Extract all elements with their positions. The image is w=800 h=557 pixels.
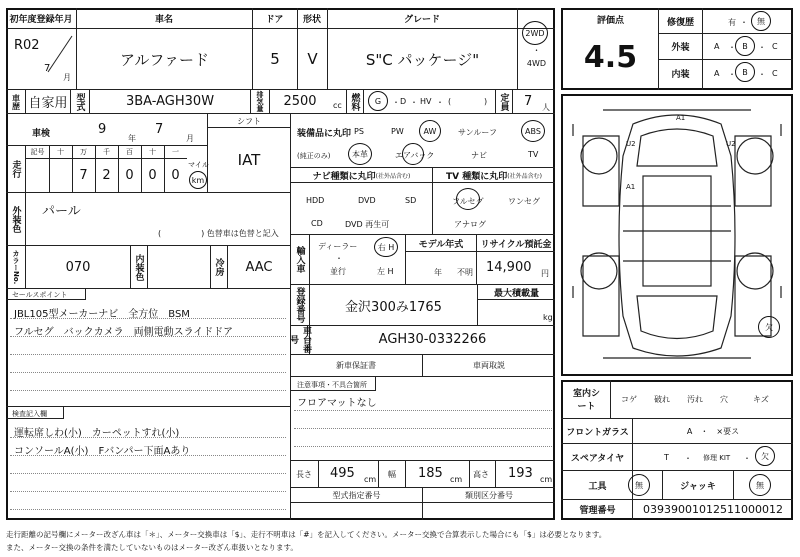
label-displacement: 排気量 xyxy=(256,91,264,112)
ruled-line xyxy=(10,372,286,373)
footer-note-1: 走行距離の記号欄にメーター改ざん車は「＊」、メーター交換車は「$」、走行不明車は「#」を記入してください。メーター交換で合算表示した場合にも「$」は必要となります。 xyxy=(6,530,607,539)
label-chassis-no: 車台番号 xyxy=(288,326,311,353)
label-score: 評価点 xyxy=(596,15,624,26)
car-outline-diagram xyxy=(563,96,791,374)
usage-value: 自家用 xyxy=(28,96,68,111)
ruled-line xyxy=(10,509,286,510)
mile-label: マイル xyxy=(188,161,209,169)
seat-option: 汚れ xyxy=(687,395,703,404)
repair-dot: ・ xyxy=(740,18,748,27)
label-windshield: フロントガラス xyxy=(566,427,629,438)
label-repair-history: 修復歴 xyxy=(666,17,694,28)
equip-abs: ABS xyxy=(521,120,545,142)
sales-line-2: フルセグ バックカメラ 両側電動スライドドア xyxy=(14,327,233,338)
mileage-digit: 0 xyxy=(125,167,134,183)
label-shift: シフト xyxy=(237,116,261,126)
int-b: B xyxy=(735,62,755,82)
diagram-u2-right: U2 xyxy=(726,140,736,148)
reg-no-value: 金沢300み1765 xyxy=(345,299,442,315)
ext-dot-2: ・ xyxy=(758,43,766,52)
car-name-value: アルファード xyxy=(119,50,210,69)
ruled-line xyxy=(294,446,552,447)
model-value: 3BA-AGH30W xyxy=(125,94,215,109)
ext-dot-1: ・ xyxy=(728,43,736,52)
inspection-month-unit: 月 xyxy=(186,134,194,143)
inspector-line-1: 運転席しわ(小) カーペットすれ(小) xyxy=(14,428,180,439)
fuel-other-open: ( xyxy=(448,97,452,106)
tv-analog: アナログ xyxy=(454,220,486,229)
label-width: 幅 xyxy=(388,470,396,479)
displacement-value: 2500 xyxy=(283,94,317,109)
fuel-dot-1: ・ xyxy=(392,98,400,107)
mileage-header-rule xyxy=(26,158,187,159)
exterior-color-value: パール xyxy=(42,204,81,219)
import-dot: ・ xyxy=(335,254,343,263)
mileage-col-header: 記号 xyxy=(30,148,45,156)
repair-yes: 有 xyxy=(728,18,736,27)
mileage-digit: 0 xyxy=(148,167,157,183)
label-car-name: 車名 xyxy=(154,15,173,25)
label-mgmt-no: 管理番号 xyxy=(579,506,616,516)
label-navi-type xyxy=(291,168,432,182)
door-value: 5 xyxy=(270,50,280,68)
mileage-col-header: 千 xyxy=(103,148,110,156)
tv-fullseg: フルセグ xyxy=(452,197,484,206)
recycle-yen: 円 xyxy=(541,269,549,278)
fuel-other-close: ) xyxy=(484,97,488,106)
navi-hdd: HDD xyxy=(306,196,325,205)
int-dot-2: ・ xyxy=(758,70,766,79)
ext-a: A xyxy=(714,42,720,51)
chassis-no-value: AGH30-0332266 xyxy=(378,332,487,347)
label-sales-point: セールスポイント xyxy=(12,291,68,299)
reg-month: 7 xyxy=(44,63,51,74)
navi-type-sub: (社外品含む) xyxy=(375,172,411,180)
length-unit: cm xyxy=(364,475,377,484)
label-height: 高さ xyxy=(473,470,489,479)
ac-value: AAC xyxy=(245,259,273,275)
height-unit: cm xyxy=(540,475,553,484)
label-spare-tire: スペアタイヤ xyxy=(570,453,625,464)
notes-text: フロアマットなし xyxy=(297,398,377,409)
reg-era-year: R02 xyxy=(14,38,40,53)
inspection-month: 7 xyxy=(155,122,164,137)
ruled-line xyxy=(10,491,286,492)
spare-t: T xyxy=(664,453,669,462)
fuel-dot-3: ・ xyxy=(436,98,444,107)
navi-type-text: ナビ種類に丸印 xyxy=(312,171,376,182)
label-inspection: 車検 xyxy=(32,129,51,139)
ruled-line xyxy=(10,336,286,337)
ruled-line xyxy=(10,473,286,474)
equip-aw: AW xyxy=(419,120,441,142)
owner-manual: 車両取説 xyxy=(473,361,505,370)
drive-4wd: 4WD xyxy=(526,58,547,68)
fuel-gasoline: G xyxy=(368,91,388,111)
mileage-digit: 7 xyxy=(79,167,88,183)
jack-value: 無 xyxy=(749,474,771,496)
equipment-sublabel: (純正のみ) xyxy=(297,152,331,160)
seat-option: 穴 xyxy=(720,395,728,404)
spare-missing: 欠 xyxy=(755,446,775,466)
equip-ps: PS xyxy=(354,127,364,136)
color-change-note: ( ) 色替車は色替と記入 xyxy=(158,229,279,238)
tools-value: 無 xyxy=(628,474,650,496)
repair-no: 無 xyxy=(751,11,771,31)
model-year-unknown: 不明 xyxy=(457,268,473,277)
label-usage: 車歴 xyxy=(11,93,21,110)
label-tools: 工具 xyxy=(588,481,607,492)
navi-dvd: DVD xyxy=(358,196,376,205)
ext-b: B xyxy=(735,36,755,56)
tv-fullseg-circle xyxy=(456,188,480,210)
new-car-warranty: 新車保証書 xyxy=(336,361,376,370)
label-color-no: カラーNo. xyxy=(12,249,20,285)
width-value: 185 xyxy=(418,466,443,481)
label-exterior-color: 外装色 xyxy=(10,205,21,233)
equip-airbag-circle xyxy=(402,143,424,165)
seat-option: コゲ xyxy=(621,395,637,404)
ruled-line xyxy=(10,318,286,319)
mgmt-no-value: 03939001012511000012 xyxy=(643,503,783,516)
footer-note-2: また、メーター交換の条件を満たしていないものはメーター改ざん車扱いとなります。 xyxy=(6,543,298,552)
ruled-line xyxy=(294,428,552,429)
model-year-unit: 年 xyxy=(434,268,442,277)
label-shape: 形状 xyxy=(302,15,321,25)
mileage-col-header: 一 xyxy=(172,148,179,156)
label-equipment: 装備品に丸印 xyxy=(297,129,352,139)
label-interior-color: 内装色 xyxy=(133,253,144,281)
spare-dot-1: ・ xyxy=(684,454,692,463)
ruled-line xyxy=(10,354,286,355)
inspection-year: 9 xyxy=(98,122,107,137)
score-value: 4.5 xyxy=(583,39,638,75)
label-exterior: 外装 xyxy=(671,43,690,53)
label-interior: 内装 xyxy=(671,69,690,80)
drive-2wd: 2WD xyxy=(522,21,548,45)
diagram-u2-left: U2 xyxy=(626,140,636,148)
grade-value: S"C パッケージ" xyxy=(365,50,480,69)
diagram-a1-top: A1 xyxy=(676,114,686,122)
label-recycle: リサイクル預託金 xyxy=(480,239,552,250)
label-max-load: 最大積載量 xyxy=(493,289,539,299)
max-load-kg: kg xyxy=(543,313,553,322)
int-a: A xyxy=(714,69,720,78)
diagram-a1-left: A1 xyxy=(626,183,636,191)
inspector-line-2: コンソールA(小) Fバンパー下面Aあり xyxy=(14,446,191,457)
equip-airbag: エアバック xyxy=(395,151,435,160)
reg-month-unit: 月 xyxy=(63,73,71,82)
length-value: 495 xyxy=(330,466,355,481)
label-length: 長さ xyxy=(296,470,312,479)
import-parallel: 並行 xyxy=(330,267,346,276)
ruled-line xyxy=(294,410,552,411)
label-grade: グレード xyxy=(403,15,440,25)
mileage-col-header: 十 xyxy=(149,148,156,156)
km-unit: km xyxy=(189,171,207,189)
ext-c: C xyxy=(772,42,778,51)
mileage-digit: 2 xyxy=(102,167,111,183)
fuel-dot-2: ・ xyxy=(410,98,418,107)
navi-sd: SD xyxy=(405,196,417,205)
sales-line-1: JBL105型メーカーナビ 全方位 BSM xyxy=(14,309,190,320)
tv-type-text: TV 種類に丸印 xyxy=(446,171,508,182)
label-first-reg: 初年度登録年月 xyxy=(9,15,73,25)
equip-tv: TV xyxy=(528,150,539,159)
width-unit: cm xyxy=(450,475,463,484)
int-c: C xyxy=(772,69,778,78)
recycle-value: 14,900 xyxy=(486,260,532,275)
mileage-divider xyxy=(49,146,50,192)
int-dot-1: ・ xyxy=(728,70,736,79)
equip-pw: PW xyxy=(391,127,404,136)
label-inspector: 検査記入欄 xyxy=(12,410,47,418)
steer-left: 左 H xyxy=(377,267,394,276)
label-notes: 注意事項・不具合箇所 xyxy=(297,381,367,389)
label-ac: 冷房 xyxy=(213,258,224,276)
seat-option: 破れ xyxy=(654,395,670,404)
ruled-line xyxy=(10,455,286,456)
label-type-cert: 型式指定番号 xyxy=(332,490,381,500)
label-fuel: 燃料 xyxy=(349,92,360,111)
ruled-line xyxy=(10,437,286,438)
shift-value: IAT xyxy=(237,151,261,169)
seat-option: キズ xyxy=(753,395,769,404)
mileage-col-header: 万 xyxy=(80,148,87,156)
fuel-hv: HV xyxy=(420,97,432,106)
label-import: 輸入車 xyxy=(294,245,305,273)
height-value: 193 xyxy=(508,466,533,481)
diagram-missing: 欠 xyxy=(758,316,780,338)
spare-kit: 修理 KIT xyxy=(703,454,731,462)
tv-type-sub: (社外品含む) xyxy=(507,172,542,180)
label-capacity: 定員 xyxy=(498,92,509,111)
navi-dvd-play: DVD 再生可 xyxy=(345,220,390,229)
shape-value: V xyxy=(307,50,318,68)
label-model-year: モデル年式 xyxy=(418,239,464,250)
windshield-opts: A ・ ×要ス xyxy=(686,426,740,436)
navi-cd: CD xyxy=(311,219,323,228)
label-interior-seat: 室内シート xyxy=(572,389,600,412)
equip-leather: 本革 xyxy=(348,143,372,165)
label-class-no: 類別区分番号 xyxy=(465,490,513,500)
mileage-col-header: 百 xyxy=(126,148,133,156)
tv-oneseg: ワンセグ xyxy=(508,197,540,206)
capacity-unit: 人 xyxy=(542,103,550,112)
label-mileage: 走行 xyxy=(10,160,21,178)
inspection-year-unit: 年 xyxy=(128,134,136,143)
spare-dot-2: ・ xyxy=(743,454,751,463)
label-reg-no: 登録番号 xyxy=(294,287,305,323)
label-jack: ジャッキ xyxy=(680,481,716,492)
ruled-line xyxy=(10,390,286,391)
color-no-value: 070 xyxy=(65,259,91,275)
label-tv-type xyxy=(433,168,555,182)
mileage-col-header: 十 xyxy=(57,148,64,156)
label-door: ドア xyxy=(265,15,284,25)
equip-sunroof: サンルーフ xyxy=(458,128,497,137)
drive-dot: ・ xyxy=(532,45,541,55)
capacity-value: 7 xyxy=(524,94,533,109)
fuel-diesel: D xyxy=(400,97,407,106)
cc-unit: cc xyxy=(333,101,342,110)
import-dealer: ディーラー xyxy=(318,242,358,251)
steer-right: 右 H xyxy=(374,237,398,257)
mileage-digit: 0 xyxy=(171,167,180,183)
label-model: 型式 xyxy=(74,92,85,111)
equip-navi: ナビ xyxy=(471,151,487,160)
